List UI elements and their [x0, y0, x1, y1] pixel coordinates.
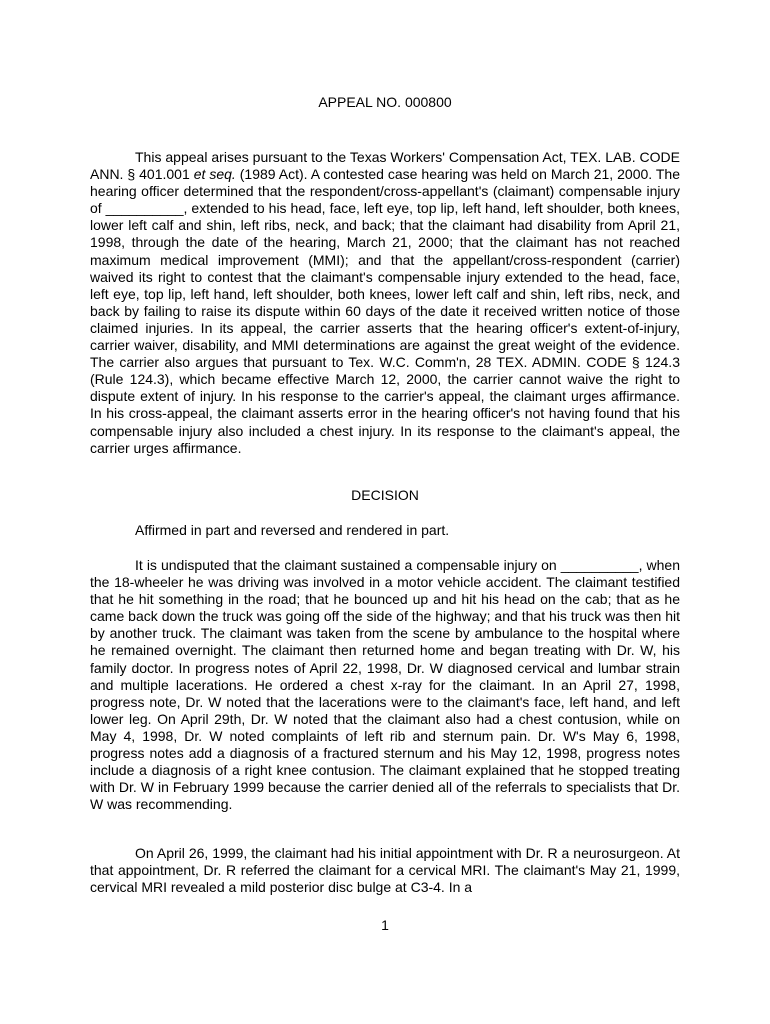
paragraph-neurosurgeon	[90, 845, 680, 896]
page-number: 1	[381, 917, 389, 933]
italic-citation: et seq.	[193, 166, 236, 183]
paragraph-text-part: This appeal arises pursuant to the Texas Workers' Compensation Act, TEX. LAB. CODE ANN. § 401.001	[90, 149, 680, 183]
page-title: APPEAL NO. 000800	[318, 94, 452, 110]
paragraph-text: On April 26, 1999, the claimant had his initial appointment with Dr. R a neurosurgeon. At that appointment, Dr. R referred the claimant for a cervical MRI. The claimant's May 21, 1999, cervical MRI revealed a mild posterior disc bulge at C3-4. In a	[90, 845, 680, 896]
paragraph-facts	[90, 557, 680, 813]
paragraph-text-part: (1989 Act). A contested case hearing was held on March 21, 2000. The hearing officer determined that the respondent/cross-appellant's (claimant) compensable injury of __________, extended to his head, face, left eye, top lip, left hand, left shoulder, both knees, lower left calf and shin, left ribs, neck, and back; that the claimant had disability from April 21, 1998, through the date of the hearing, March 21, 2000; that the claimant has not reached maximum medical improvement (MMI); and that the appellant/cross-respondent (carrier) waived its right to contest that the claimant's compensable injury extended to the head, face, left eye, top lip, left hand, left shoulder, both knees, lower left calf and shin, left ribs, neck, and back by failing to raise its dispute within 60 days of the date it received written notice of those claimed injuries. In its appeal, the carrier asserts that the hearing officer's extent-of-injury, carrier waiver, disability, and MMI determinations are against the great weight of the evidence. The carrier also argues that pursuant to Tex. W.C. Comm'n, 28 TEX. ADMIN. CODE § 124.3 (Rule 124.3), which became effective March 12, 2000, the carrier cannot waive the right to dispute extent of injury. In his response to the carrier's appeal, the claimant urges affirmance. In his cross-appeal, the claimant asserts error in the hearing officer's not having found that his compensable injury also included a chest injury. In its response to the claimant's appeal, the carrier urges affirmance.	[90, 166, 680, 456]
paragraph-text	[90, 149, 680, 457]
paragraph-text: It is undisputed that the claimant sustained a compensable injury on __________, when the 18-wheeler he was driving was involved in a motor vehicle accident. The claimant testified that he hit something in the road; that he bounced up and hit his head on the cab; that as he came back down the truck was going off the side of the highway; and that his truck was then hit by another truck. The claimant was taken from the scene by ambulance to the hospital where he remained overnight. The claimant then returned home and began treating with Dr. W, his family doctor. In progress notes of April 22, 1998, Dr. W diagnosed cervical and lumbar strain and multiple lacerations. He ordered a chest x-ray for the claimant. In an April 27, 1998, progress note, Dr. W noted that the lacerations were to the claimant's face, left hand, and left lower leg. On April 29th, Dr. W noted that the claimant also had a chest contusion, while on May 4, 1998, Dr. W noted complaints of left rib and sternum pain. Dr. W's May 6, 1998, progress notes add a diagnosis of a fractured sternum and his May 12, 1998, progress notes include a diagnosis of a right knee contusion. The claimant explained that he stopped treating with Dr. W in February 1999 because the carrier denied all of the referrals to specialists that Dr. W was recommending.	[90, 557, 680, 813]
paragraph-decision-summary	[90, 522, 680, 539]
paragraph-text: Affirmed in part and reversed and rendered in part.	[135, 522, 450, 538]
paragraph-appeal-summary	[90, 149, 680, 457]
decision-heading: DECISION	[351, 487, 419, 503]
